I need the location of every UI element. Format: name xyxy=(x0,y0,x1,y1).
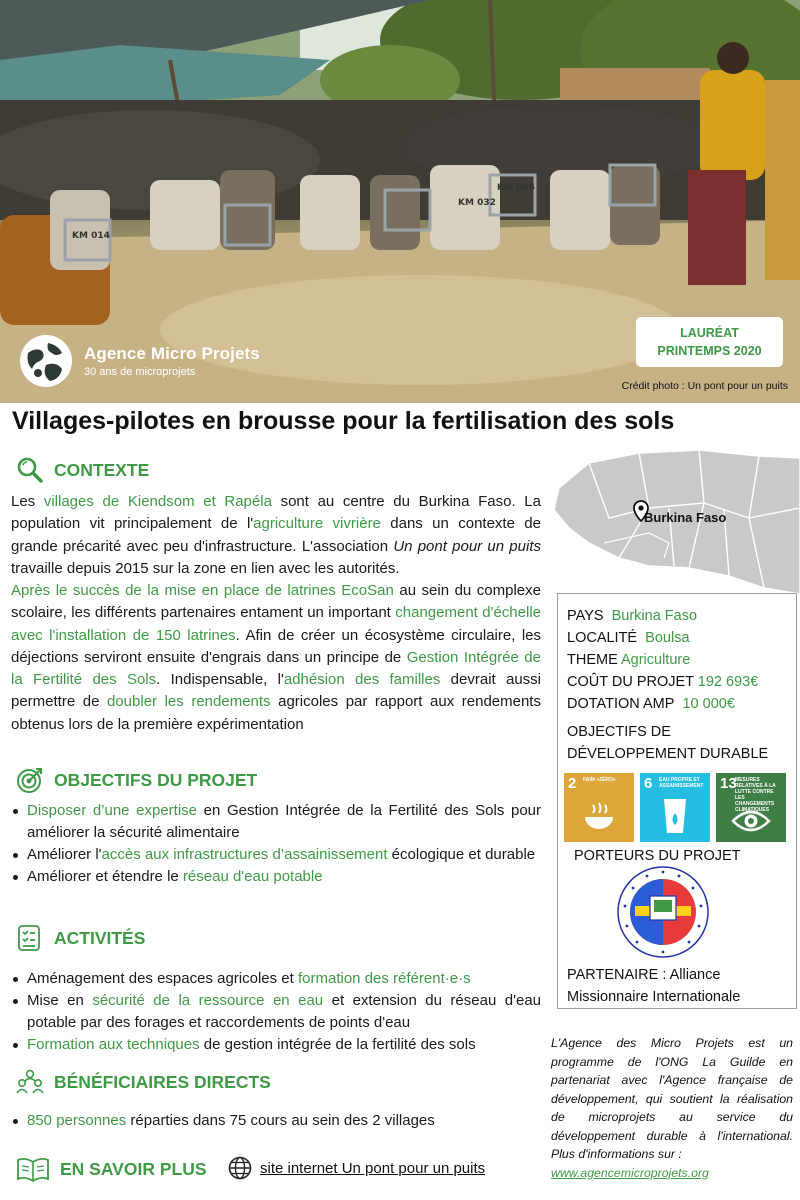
savoir-heading xyxy=(16,1155,207,1183)
text-run: agricoles par rapport aux rendements obtenus lors de la première expérimentation xyxy=(11,693,541,733)
agence-website-link[interactable]: www.agencemicroprojets.org xyxy=(551,1165,709,1180)
highlight-familles: adhésion des familles xyxy=(283,671,441,689)
association-name: Un pont pour un puits xyxy=(393,537,541,555)
list-item xyxy=(11,990,541,1034)
info-localite xyxy=(567,630,690,646)
sdg-6-tile xyxy=(640,773,710,842)
contexte-title: CONTEXTE xyxy=(54,459,150,480)
eye-globe-icon xyxy=(731,807,771,835)
highlight: réseau d'eau potable xyxy=(182,868,323,885)
objectifs-title: OBJECTIFS DU PROJET xyxy=(54,769,258,790)
logo-name: Agence Micro Projets xyxy=(84,344,260,363)
activites-list xyxy=(11,968,541,1056)
agence-micro-projets-logo xyxy=(18,333,260,389)
target-icon xyxy=(16,766,44,794)
highlight-latrines: changement d'échelle avec l'installation de 150 latrines xyxy=(11,604,541,644)
sdg-label: FAIM «ZÉRO» xyxy=(583,777,616,783)
text-run: devrait aussi permettre de xyxy=(11,671,542,711)
highlight: Formation aux techniques xyxy=(27,1036,200,1053)
odd-line: DÉVELOPPEMENT DURABLE xyxy=(567,746,769,762)
map-country-label: Burkina Faso xyxy=(644,510,727,525)
info-dotation xyxy=(567,696,735,712)
partenaire-line: PARTENAIRE : Alliance xyxy=(567,967,721,983)
beneficiaires-heading xyxy=(16,1068,271,1096)
chair-label: KM 014 xyxy=(72,231,110,241)
text-run: et extension du réseau d'eau potable par des forages et raccordements de points d'eau xyxy=(27,992,542,1031)
chair-label: KM 032 xyxy=(458,198,496,208)
sdg-number: 13 xyxy=(720,775,737,792)
website-link-text[interactable]: site internet Un pont pour un puits xyxy=(260,1159,486,1177)
text-run: Améliorer l' xyxy=(27,846,102,863)
globe-icon xyxy=(228,1156,252,1180)
info-value: 192 693€ xyxy=(697,674,759,690)
info-label: DOTATION AMP xyxy=(567,696,675,712)
text-run: . Indispensable, l' xyxy=(156,671,284,689)
objectifs-heading xyxy=(16,766,257,794)
note-text: L'Agence des Micro Projets est un programme de l'ONG La Guilde en partenariat avec l'Agence française de développement, qui soutient la réalisation de microprojets au service du développement durable à l'international. Plus d'informations sur : xyxy=(551,1036,793,1161)
info-cout xyxy=(567,674,758,690)
text-run: écologique et durable xyxy=(387,846,536,863)
activites-heading xyxy=(16,924,145,952)
agence-note xyxy=(551,1034,793,1182)
list-item xyxy=(11,1034,541,1056)
laureat-season: PRINTEMPS 2020 xyxy=(657,344,762,358)
highlight-ecosan: Après le succès de la mise en place de latrines EcoSan xyxy=(11,582,394,599)
text-run: Mise en xyxy=(27,992,93,1009)
photo-credit: Crédit photo : Un pont pour un puits xyxy=(621,380,788,392)
activites-title: ACTIVITÉS xyxy=(54,927,146,948)
list-item xyxy=(11,866,541,888)
highlight: accès aux infrastructures d’assainissement xyxy=(101,846,388,863)
water-glass-icon xyxy=(661,795,689,837)
info-pays xyxy=(567,608,697,624)
page-title: Villages-pilotes en brousse pour la fertilisation des sols xyxy=(12,407,675,435)
checklist-icon xyxy=(16,924,44,952)
highlight-gifs: Gestion Intégrée de la Fertilité des Sols xyxy=(11,648,541,689)
beneficiaires-title: BÉNÉFICIAIRES DIRECTS xyxy=(54,1071,271,1092)
west-africa-map xyxy=(549,448,800,594)
sdg-number: 6 xyxy=(644,775,653,792)
sdg-number: 2 xyxy=(568,775,577,792)
porteurs-heading: PORTEURS DU PROJET xyxy=(574,848,741,864)
highlight-agriculture: agriculture vivrière xyxy=(253,515,381,533)
highlight: 850 personnes xyxy=(27,1112,127,1129)
magnifier-icon xyxy=(16,456,44,484)
info-value: 10 000€ xyxy=(682,696,735,712)
project-info-box xyxy=(557,593,797,1009)
text-run: Aménagement des espaces agricoles et xyxy=(27,970,298,987)
odd-heading xyxy=(567,721,768,765)
info-value: Boulsa xyxy=(645,630,690,646)
list-item xyxy=(11,968,541,990)
list-item xyxy=(11,844,541,866)
people-group-icon xyxy=(16,1068,44,1096)
list-item xyxy=(11,800,541,844)
laureat-line: LAURÉAT xyxy=(680,326,739,340)
contexte-heading xyxy=(16,456,149,484)
text-run: réparties dans 75 cours au sein des 2 villages xyxy=(126,1112,435,1129)
list-item xyxy=(11,1110,541,1132)
highlight-villages: villages de Kiendsom et Rapéla xyxy=(43,493,272,510)
chair-label: KM 006 xyxy=(497,183,535,193)
info-label: THEME xyxy=(567,652,618,668)
text-run: travaille depuis 2015 sur la zone en lien avec les autorités. xyxy=(11,559,400,577)
objectifs-list xyxy=(11,800,541,888)
odd-line: OBJECTIFS DE xyxy=(567,724,671,740)
logo-tagline: 30 ans de microprojets xyxy=(84,366,196,378)
food-bowl-icon xyxy=(581,799,617,835)
info-theme xyxy=(567,652,690,668)
text-run: dans un contexte de grande précarité avec peu d'infrastructure. L'association xyxy=(11,515,541,555)
partenaire-line: Missionnaire Internationale xyxy=(567,989,741,1005)
open-book-icon xyxy=(16,1155,50,1183)
text-run: au sein du complexe scolaire, les différents partenaires entament un important xyxy=(11,582,541,622)
highlight: formation des référent·e·s xyxy=(298,970,471,987)
sdg-label: EAU PROPRE ET ASSAINISSEMENT xyxy=(659,777,704,789)
highlight: Disposer d’une expertise xyxy=(27,802,198,819)
partenaire xyxy=(567,964,740,1008)
sdg-label: MESURES RELATIVES À LA LUTTE CONTRE LES CHANGEMENTS CLIMATIQUES xyxy=(735,777,776,813)
text-run: sont au centre du Burkina Faso. La population vit principalement de l' xyxy=(11,493,541,533)
info-label: COÛT DU PROJET xyxy=(567,674,694,690)
beneficiaires-list xyxy=(11,1110,541,1132)
contexte-paragraph-2 xyxy=(11,580,541,736)
highlight: sécurité de la ressource en eau xyxy=(92,992,324,1009)
savoir-title: EN SAVOIR PLUS xyxy=(60,1158,207,1179)
website-link[interactable] xyxy=(228,1156,485,1180)
un-pont-pour-un-puits-seal xyxy=(617,866,709,958)
text-run: . Afin de créer un écosystème circulaire, les déjections serviront ensuite d'engrais dans un principe de xyxy=(11,626,542,666)
text-run: de gestion intégrée de la fertilité des sols xyxy=(199,1036,476,1053)
laureat-badge xyxy=(636,317,783,367)
info-label: PAYS xyxy=(567,608,604,624)
globe-logo-icon xyxy=(18,333,74,389)
info-value: Agriculture xyxy=(620,652,691,668)
text-run: en Gestion Intégrée de la Fertilité des Sols pour améliorer la sécurité alimentaire xyxy=(27,802,541,841)
sdg-2-tile xyxy=(564,773,634,842)
contexte-paragraph-1 xyxy=(11,491,541,580)
text-run: Améliorer et étendre le xyxy=(27,868,183,885)
info-value: Burkina Faso xyxy=(611,608,698,624)
hero-photo xyxy=(0,0,800,403)
highlight-rendements: doubler les rendements xyxy=(107,693,271,711)
info-label: LOCALITÉ xyxy=(567,630,638,646)
text-run: Les xyxy=(11,493,44,510)
sdg-13-tile xyxy=(716,773,786,842)
